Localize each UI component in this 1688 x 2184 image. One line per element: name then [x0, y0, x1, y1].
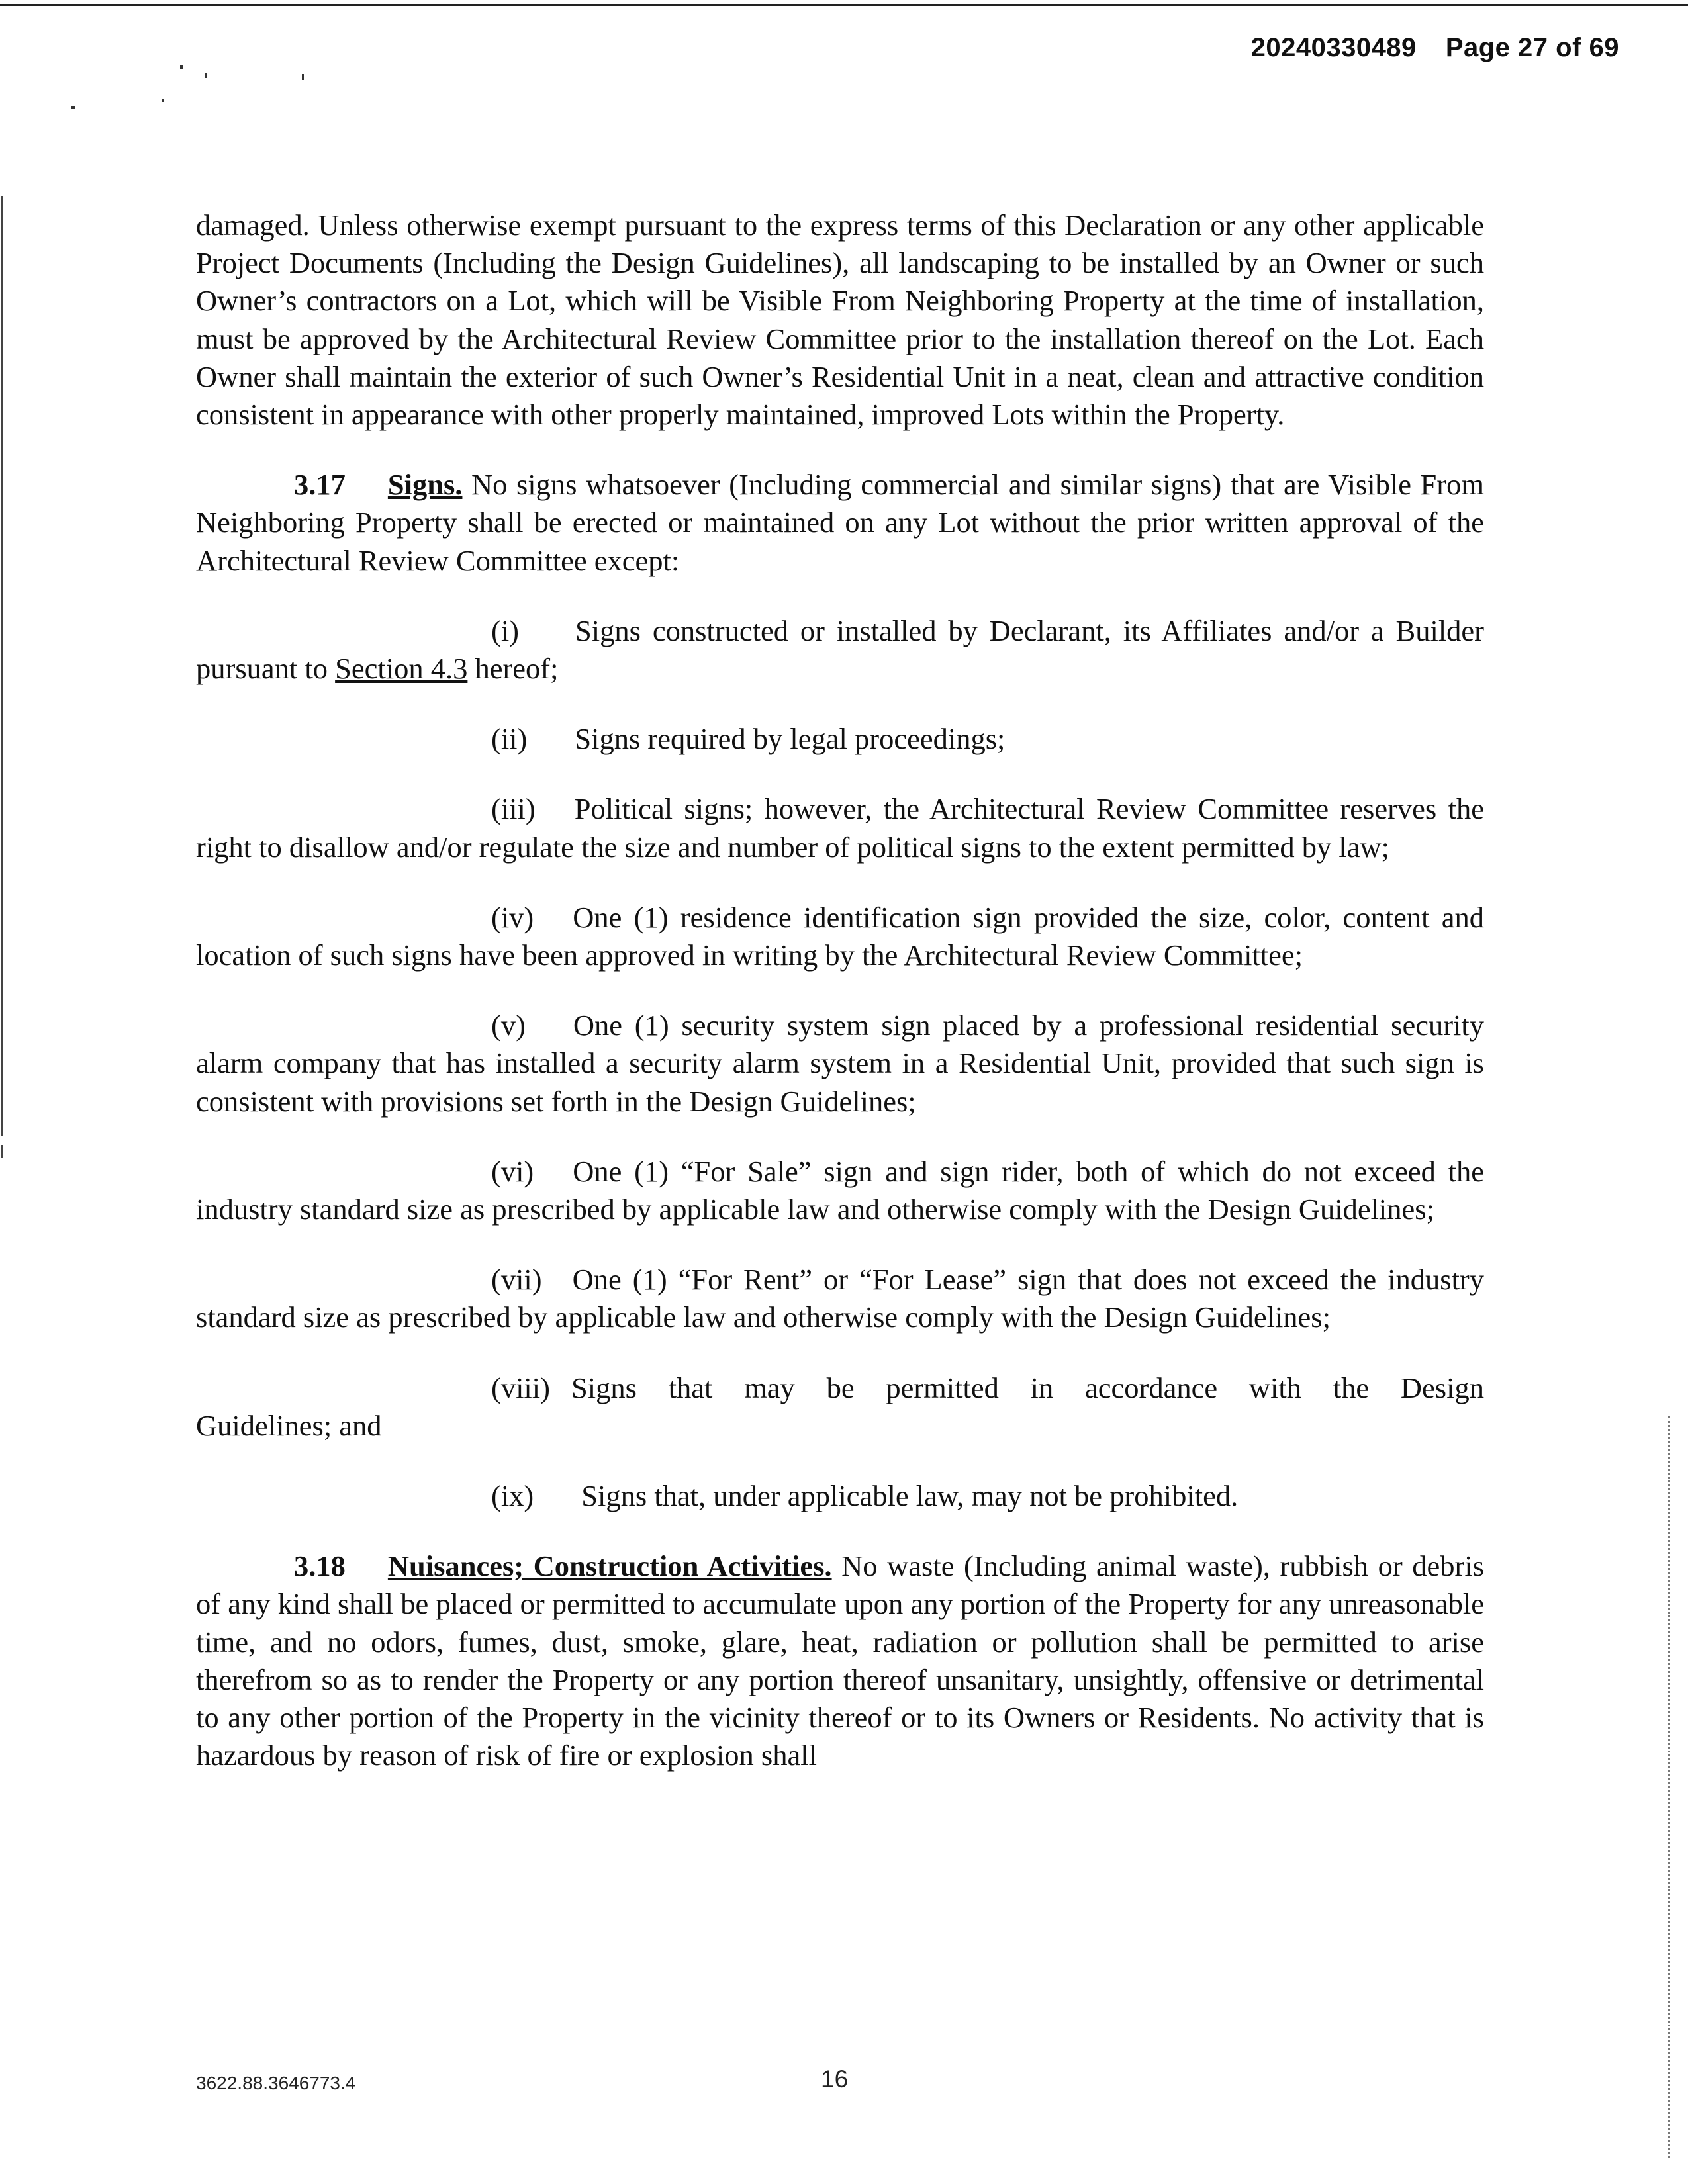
top-border-line [0, 4, 1688, 6]
item-text: One (1) security system sign placed by a professional residential security alarm company that has installed a security alarm system in a Residential Unit, provided that such sign is consistent with provisions set forth in the Design Guidelines; [196, 1009, 1484, 1118]
item-text: One (1) residence identification sign provided the size, color, content and location of such signs have been approved in writing by the Architectural Review Committee; [196, 900, 1484, 972]
page-label: Page 27 of 69 [1445, 33, 1619, 62]
list-item [196, 1007, 1484, 1120]
scan-speck [180, 65, 183, 69]
item-label: (ii) [491, 722, 528, 756]
list-item [196, 1153, 1484, 1228]
item-label: (i) [491, 614, 520, 647]
list-item [196, 612, 1484, 688]
scan-edge-left [1, 1145, 3, 1158]
list-item [196, 1477, 1484, 1515]
section-reference-link[interactable]: Section 4.3 [335, 652, 468, 686]
section-number: 3.18 [294, 1549, 346, 1583]
item-text: Signs required by legal proceedings; [575, 722, 1006, 756]
item-label: (vi) [491, 1154, 534, 1188]
list-item [196, 1261, 1484, 1336]
scan-speck [302, 74, 304, 80]
list-item-line [196, 1369, 1484, 1407]
item-text: Political signs; however, the Architectural Review Committee reserves the right to disallow and/or regulate the size and number of political signs to the extent permitted by law; [196, 792, 1484, 864]
document-body [196, 206, 1484, 1775]
recording-stamp [1251, 33, 1619, 63]
item-label: (vii) [491, 1263, 542, 1297]
item-label: (ix) [491, 1479, 534, 1513]
item-label: (viii) [491, 1371, 550, 1404]
item-text: hereof; [475, 652, 559, 686]
section-3-17 [196, 466, 1484, 580]
section-text: No signs whatsoever (Including commercial and similar signs) that are Visible From Neighboring Property shall be erected or maintained on any Lot without the prior written approval of the Architectural Review Committee except: [196, 468, 1484, 577]
list-item [196, 899, 1484, 974]
item-text: Signs that may be permitted in accordance with the Design [571, 1371, 1484, 1404]
scan-speck [205, 73, 207, 78]
section-title: Nuisances; Construction Activities. [387, 1549, 832, 1583]
list-item [196, 1369, 1484, 1445]
section-number: 3.17 [294, 468, 346, 502]
list-item-line: Guidelines; and [196, 1408, 382, 1442]
item-label: (v) [491, 1009, 526, 1042]
footer-document-id: 3622.88.3646773.4 [196, 2073, 356, 2093]
item-label: (iv) [491, 900, 534, 934]
item-text: Signs that, under applicable law, may not be prohibited. [581, 1479, 1239, 1513]
document-number: 20240330489 [1250, 33, 1417, 62]
scan-speck [71, 106, 75, 109]
scan-speck [162, 99, 164, 102]
section-3-18 [196, 1547, 1484, 1774]
continuation-paragraph: damaged. Unless otherwise exempt pursuant to the express terms of this Declaration or any other applicable Project Documents (Including the Design Guidelines), all landscaping to be installed by an Owner or such Owner’s contractors on a Lot, which will be Visible From Neighboring Property at the time of installation, must be approved by the Architectural Review Committee prior to the installation thereof on the Lot. Each Owner shall maintain the exterior of such Owner’s Residential Unit in a neat, clean and attractive condition consistent in appearance with other properly maintained, improved Lots within the Property. [196, 208, 1484, 432]
item-text: One (1) “For Sale” sign and sign rider, both of which do not exceed the industry standard size as prescribed by applicable law and otherwise comply with the Design Guidelines; [196, 1154, 1484, 1226]
item-text: One (1) “For Rent” or “For Lease” sign that does not exceed the industry standard size as prescribed by applicable law and otherwise comply with the Design Guidelines; [196, 1263, 1484, 1334]
footer-page-number: 16 [821, 2066, 849, 2093]
section-text: No waste (Including animal waste), rubbish or debris of any kind shall be placed or permitted to accumulate upon any portion of the Property for any unreasonable time, and no odors, fumes, dust, smoke, glare, heat, radiation or pollution shall be permitted to arise therefrom so as to render the Property or any portion thereof unsanitary, unsightly, offensive or detrimental to any other portion of the Property in the vicinity thereof or to its Owners or Residents. No activity that is hazardous by reason of risk of fire or explosion shall [196, 1549, 1485, 1772]
item-text: Signs constructed or installed by Declarant, its Affiliates and/or a Builder pursuant to [196, 614, 1484, 686]
section-title: Signs. [387, 468, 463, 502]
list-item [196, 790, 1484, 866]
scan-edge-left [1, 196, 3, 1136]
item-label: (iii) [491, 792, 536, 826]
scan-edge-right [1668, 1416, 1672, 2158]
list-item [196, 720, 1484, 758]
